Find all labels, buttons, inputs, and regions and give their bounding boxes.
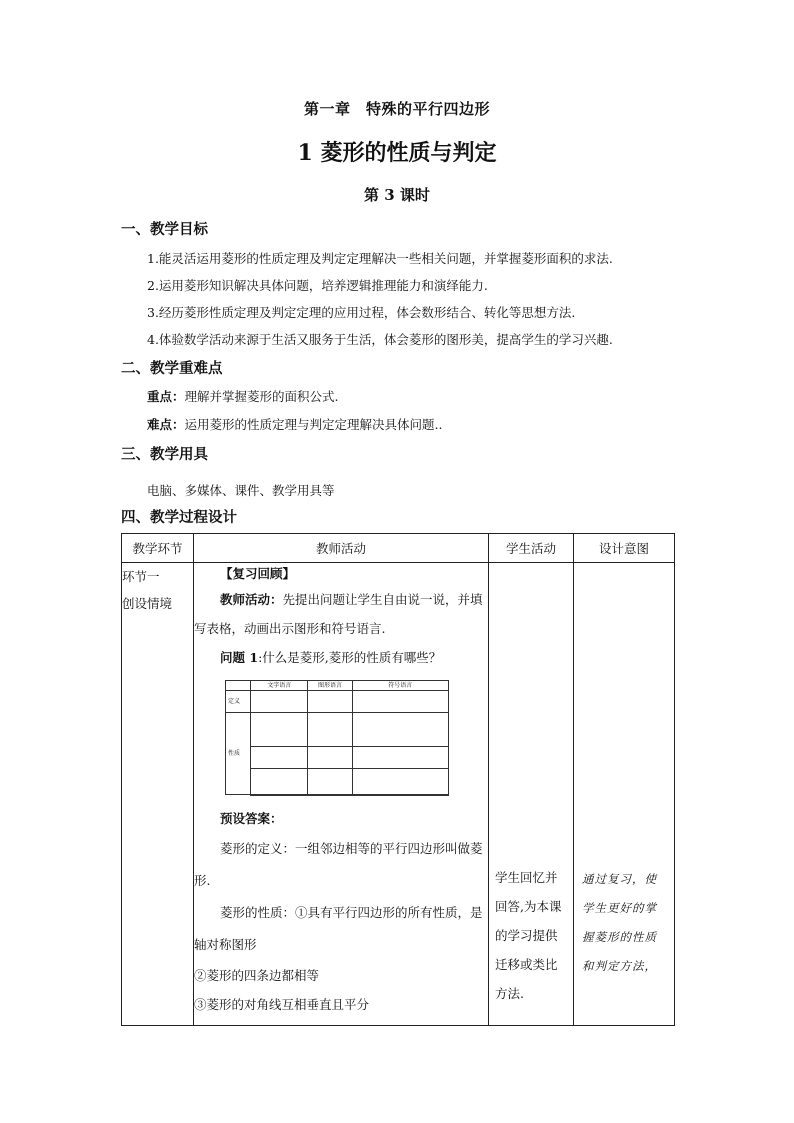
inner-header-symbol: 符号语言 <box>352 681 448 691</box>
review-title: 【复习回顾】 <box>220 566 296 581</box>
period-title: 第 3 课时 <box>364 186 430 204</box>
lesson-title: 1 菱形的性质与判定 <box>297 140 497 166</box>
student-activity-cell <box>489 563 574 1026</box>
stage-cell <box>122 563 194 1026</box>
inner-row-definition: 定义 <box>226 691 251 713</box>
activity-paragraph <box>194 585 488 643</box>
rhombus-property-3: ③菱形的对角线互相垂直且平分 <box>194 996 370 1012</box>
inner-corner-cell <box>226 681 251 691</box>
stage-number: 环节一 <box>122 569 160 584</box>
teacher-activity-cell <box>194 563 489 1026</box>
col-header-stage: 教学环节 <box>122 534 194 563</box>
activity-label: 教师活动： <box>220 592 283 607</box>
inner-row-property: 性质 <box>226 713 251 795</box>
inner-header-text: 文字语言 <box>251 681 308 691</box>
key-text: 理解并掌握菱形的面积公式. <box>184 389 339 404</box>
question-1 <box>194 643 488 672</box>
preset-answer-title: 预设答案： <box>220 810 283 826</box>
rhombus-property-intro: 菱形的性质：①具有平行四边形的所有性质，是轴对称图形 <box>194 904 483 952</box>
goal-item-2: 2.运用菱形知识解决具体问题，培养逻辑推理能力和演绎能力. <box>147 278 488 293</box>
difficult-text: 运用菱形的性质定理与判定定理解决具体问题.. <box>184 417 443 432</box>
process-heading: 四、教学过程设计 <box>121 509 237 526</box>
rhombus-property-2: ②菱形的四条边都相等 <box>194 967 320 983</box>
goal-item-3: 3.经历菱形性质定理及判定定理的应用过程，体会数形结合、转化等思想方法. <box>147 305 576 320</box>
goal-item-4: 4.体验数学活动来源于生活又服务于生活，体会菱形的图形美，提高学生的学习兴趣. <box>147 332 613 347</box>
tools-text: 电脑、多媒体、课件、教学用具等 <box>147 483 335 498</box>
question-text: :什么是菱形,菱形的性质有哪些？ <box>258 650 442 665</box>
activity-text: 先提出问题让学生自由说一说，并填写表格，动画出示图形和符号语言. <box>194 592 483 636</box>
review-fill-table <box>225 680 449 796</box>
col-header-teacher: 教师活动 <box>194 534 489 563</box>
goal-item-1: 1.能灵活运用菱形的性质定理及判定定理解决一些相关问题，并掌握菱形面积的求法. <box>147 251 613 266</box>
process-table-header <box>122 534 675 563</box>
rhombus-definition: 菱形的定义：一组邻边相等的平行四边形叫做菱形. <box>194 840 483 888</box>
table-row <box>122 563 675 1026</box>
difficult-label: 难点： <box>147 417 185 432</box>
col-header-design: 设计意图 <box>574 534 675 563</box>
tools-heading: 三、教学用具 <box>121 446 208 463</box>
key-point <box>147 387 339 405</box>
design-intent-text: 通过复习，使学生更好的掌握菱形的性质和判定方法， <box>582 872 657 973</box>
question-label: 问题 1 <box>220 650 259 665</box>
chapter-title: 第一章 特殊的平行四边形 <box>303 100 490 118</box>
key-label: 重点： <box>147 389 185 404</box>
goals-heading: 一、教学目标 <box>121 221 208 238</box>
design-intent-cell <box>574 563 675 1026</box>
keypoints-heading: 二、教学重难点 <box>121 360 223 377</box>
difficult-point <box>147 415 442 433</box>
inner-header-graphic: 图形语言 <box>308 681 352 691</box>
stage-name: 创设情境 <box>122 596 173 611</box>
process-table <box>121 533 675 1026</box>
col-header-student: 学生活动 <box>489 534 574 563</box>
student-activity-text: 学生回忆并回答,为本课的学习提供迁移或类比方法. <box>495 870 562 1001</box>
